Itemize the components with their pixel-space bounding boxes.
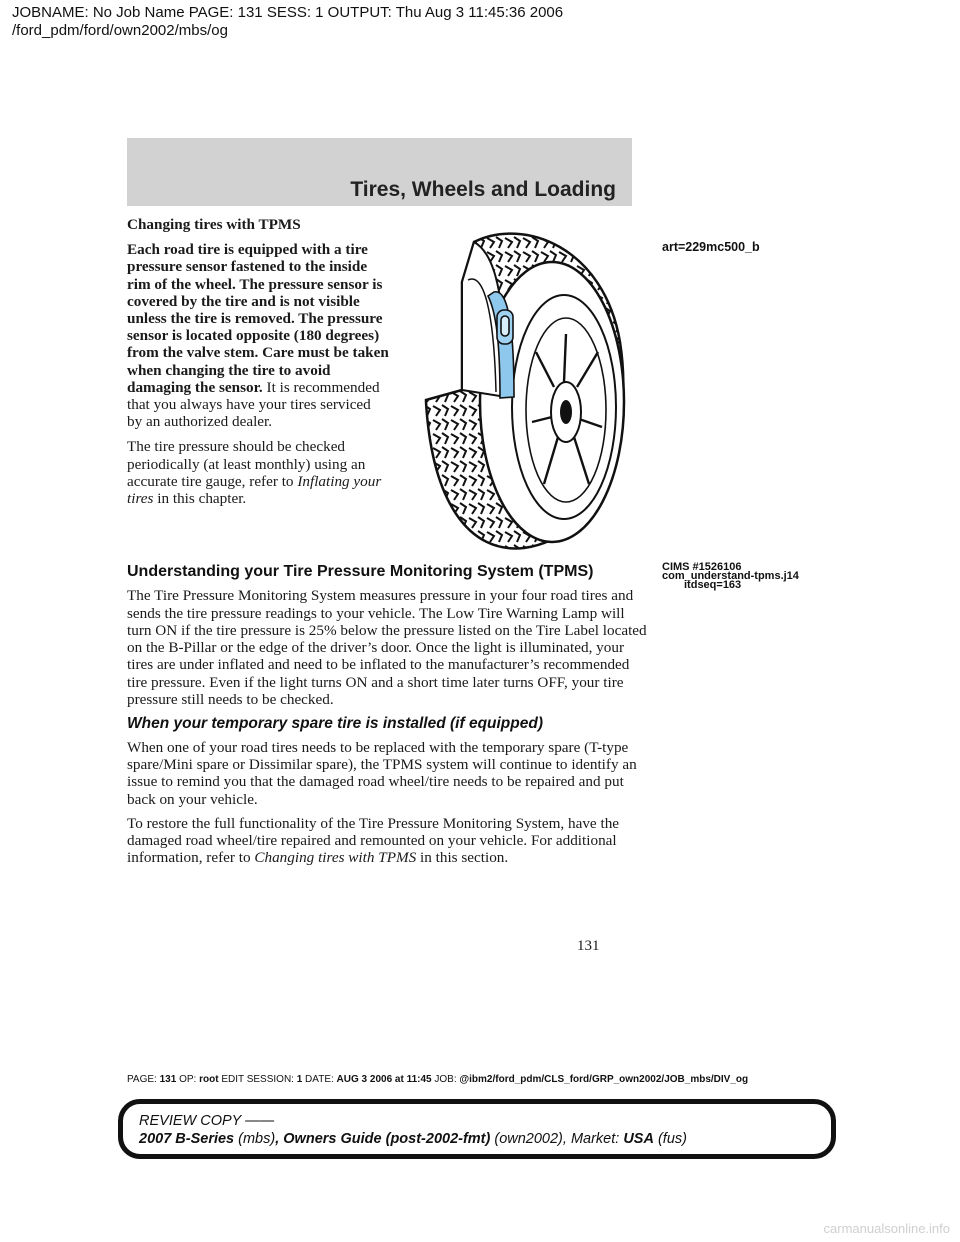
section2-para1: When one of your road tires needs to be replaced with the temporary spare (T-type spare/Mini spare or Dissimilar spare), the TPMS system will continue to identify an issue to remind you that the damaged road wheel/tire needs to be repaired and put back on your vehicle. — [127, 738, 637, 808]
section2-p2-pre: To restore the full functionality of the Tire Pressure Monitoring System, have the damaged road wheel/tire repaired and remounted on your vehicle. For additional information, refer to — [127, 814, 620, 867]
section2-p2-link: Changing tires with TPMS — [254, 849, 417, 867]
section2-heading: When your temporary spare tire is installed (if equipped) — [127, 715, 543, 733]
cims-line2: com_understand-tpms.j14 — [662, 570, 799, 582]
footer-session-label: EDIT SESSION: — [218, 1074, 297, 1085]
section1-heading: Understanding your Tire Pressure Monitoring System (TPMS) — [127, 563, 594, 580]
footer-session-value: 1 — [296, 1074, 303, 1085]
review-market: USA — [623, 1131, 654, 1147]
footer-date-label: DATE: — [302, 1074, 337, 1085]
review-line2 — [139, 1130, 815, 1148]
intro-bold-text: Each road tire is equipped with a tire pressure sensor fastened to the inside rim of the wheel. The pressure sensor is covered by the tire and is not visible unless the tire is removed. The pressure sensor is located opposite (180 degrees) from the valve stem. Care must be taken when changing the tire to avoid damaging the sensor. — [127, 241, 389, 396]
intro-paragraph — [127, 241, 389, 430]
footer-date-value: AUG 3 2006 at 11:45 — [336, 1074, 432, 1085]
pressure-sensor — [497, 310, 513, 344]
footer-page-value: 131 — [159, 1074, 177, 1085]
footer-meta — [127, 1074, 748, 1085]
intro-p2-post: in this chapter. — [153, 490, 247, 508]
review-line1: REVIEW COPY —— — [139, 1113, 275, 1129]
section1-text: The Tire Pressure Monitoring System measures pressure in your four road tires and sends the tire pressure readings to your vehicle. The Low Tire Warning Lamp will turn ON if the tire pressure is 25% below the pressure listed on the Tire Label located on the B-Pillar or the edge of the driver’s door. Once the light is illuminated, your tires are under inflated and need to be inflated to the manufacturer’s recommended tire pressure. Even if the light turns ON and a short time later turns OFF, your tire pressure still needs to be checked. — [127, 587, 647, 709]
chapter-banner — [127, 138, 632, 206]
footer-page-label: PAGE: — [127, 1074, 160, 1085]
chapter-title: Tires, Wheels and Loading — [350, 178, 616, 201]
footer-op-value: root — [199, 1074, 219, 1085]
intro-paragraph-2 — [127, 438, 389, 507]
main-content — [127, 563, 647, 874]
job-header-line1: JOBNAME: No Job Name PAGE: 131 SESS: 1 OUTPUT: Thu Aug 3 11:45:36 2006 — [12, 4, 564, 21]
section2-para2 — [127, 815, 647, 867]
job-header-line2: /ford_pdm/ford/own2002/mbs/og — [12, 22, 228, 39]
section2-p2-post: in this section. — [416, 849, 509, 867]
intro-block — [127, 216, 389, 515]
art-label: art=229mc500_b — [662, 240, 760, 254]
review-guide-code: (own2002) — [490, 1131, 563, 1147]
intro-heading: Changing tires with TPMS — [127, 216, 301, 233]
tire-illustration — [414, 222, 632, 552]
cims-line3: itdseq=163 — [684, 579, 742, 591]
review-model-code: (mbs) — [234, 1131, 276, 1147]
cims-label — [662, 563, 799, 590]
intro-p2-pre: The tire pressure should be checked periodically (at least monthly) using an accurate tire gauge, refer to — [127, 438, 366, 490]
review-guide: Owners Guide (post-2002-fmt) — [283, 1131, 491, 1147]
intro-normal-text: It is recommended that you always have your tires serviced by an authorized dealer. — [127, 378, 380, 431]
intro-p2-link: Inflating your tires — [127, 472, 382, 508]
job-header — [12, 4, 563, 40]
review-copy-box — [118, 1099, 836, 1159]
review-sep2: , Market: — [562, 1131, 624, 1147]
page-number: 131 — [577, 938, 600, 954]
footer-op-label: OP: — [176, 1074, 200, 1085]
review-sep1: , — [275, 1131, 284, 1147]
cims-line1: CIMS #1526106 — [662, 561, 742, 573]
footer-job-value: @ibm2/ford_pdm/CLS_ford/GRP_own2002/JOB_mbs/DIV_og — [459, 1074, 749, 1085]
footer-job-label: JOB: — [431, 1074, 460, 1085]
watermark: carmanualsonline.info — [823, 1221, 950, 1236]
review-market-code: (fus) — [653, 1131, 687, 1147]
review-model: 2007 B-Series — [139, 1131, 235, 1147]
